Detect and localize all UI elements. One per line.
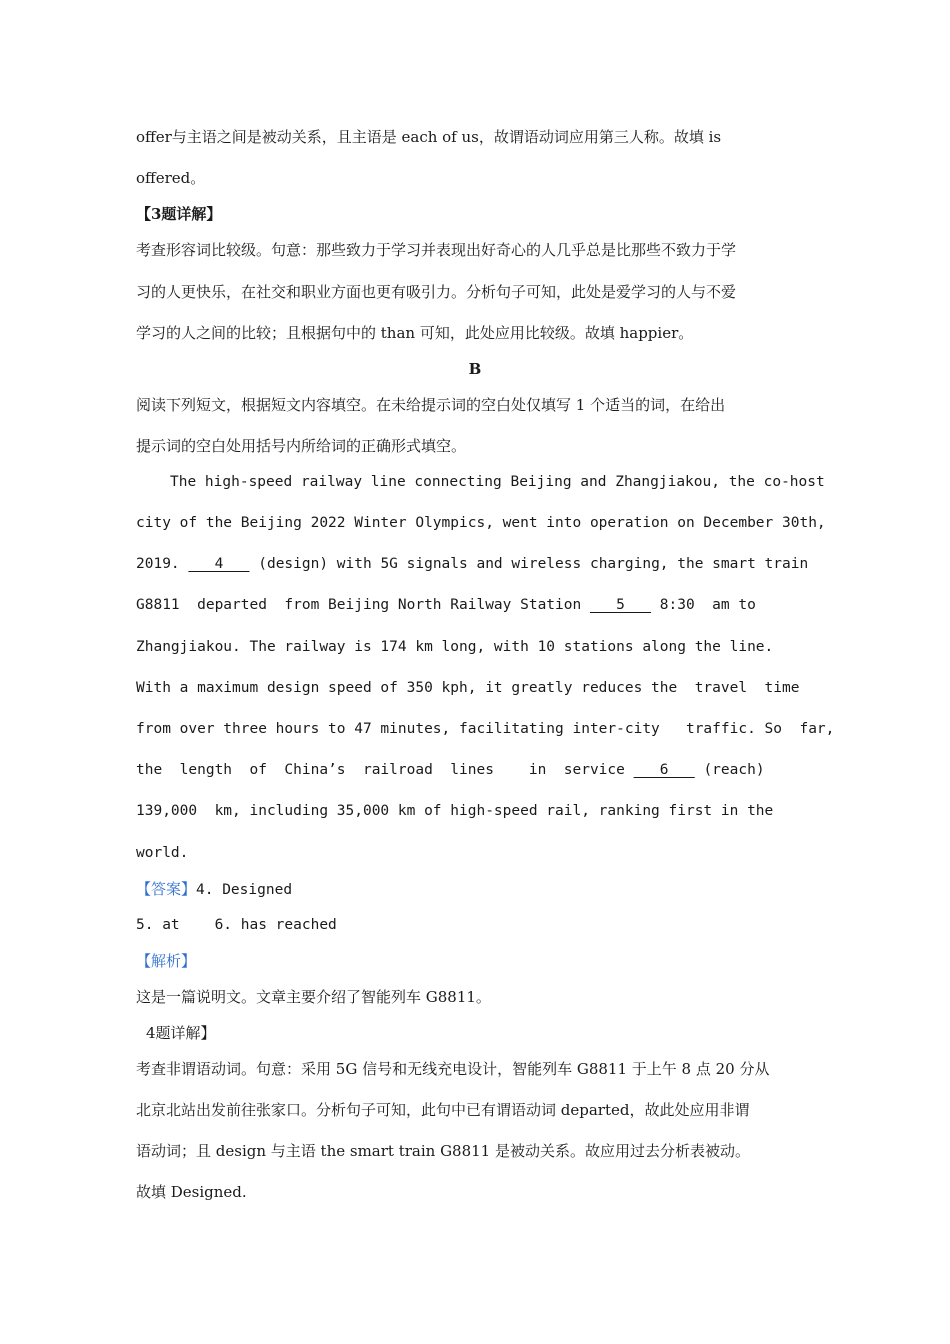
passage-line-4: G8811 departed from Beijing North Railway Station 5 8:30 am to: [136, 597, 756, 613]
passage-line-8: the length of China’s railroad lines in service 6 (reach): [136, 762, 765, 778]
passage-line-2: city of the Beijing 2022 Winter Olympics, went into operation on December 30th,: [136, 515, 826, 531]
blank-6: 6: [633, 762, 695, 778]
q4-line-2: 北京北站出发前往张家口。分析句子可知，此句中已有谓语动词 departed，故此处应用非谓: [136, 1101, 750, 1119]
q3-heading: 【3题详解】: [136, 205, 222, 223]
q3-line-1: 考查形容词比较级。句意：那些致力于学习并表现出好奇心的人几乎总是比那些不致力于学: [136, 241, 737, 259]
instruction-line-2: 提示词的空白处用括号内所给词的正确形式填空。: [136, 437, 467, 455]
instruction-line-1: 阅读下列短文，根据短文内容填空。在未给提示词的空白处仅填写 1 个适当的词，在给出: [136, 396, 726, 414]
blank-4: 4: [188, 556, 250, 572]
section-b-title: B: [468, 360, 482, 378]
q3-line-2: 习的人更快乐，在社交和职业方面也更有吸引力。分析句子可知，此处是爱学习的人与不爱: [136, 283, 737, 301]
q4-line-3: 语动词；且 design 与主语 the smart train G8811 是被动关系。故应用过去分析表被动。: [136, 1142, 750, 1160]
passage-line-10: world.: [136, 845, 189, 861]
q4-line-4: 故填 Designed.: [136, 1183, 247, 1201]
passage-line-7: from over three hours to 47 minutes, facilitating inter-city traffic. So far,: [136, 721, 835, 737]
passage-line-3: 2019. 4 (design) with 5G signals and wireless charging, the smart train: [136, 556, 809, 572]
q3-line-3: 学习的人之间的比较；且根据句中的 than 可知，此处应用比较级。故填 happier。: [136, 324, 694, 342]
analysis-tag: 【解析】: [136, 952, 197, 970]
answer-line-2: 5. at 6. has reached: [136, 917, 337, 933]
answer-line-1: 【答案】4. Designed: [136, 880, 293, 898]
prev-line-2: offered。: [136, 169, 206, 187]
answer-tag: 【答案】: [136, 880, 197, 898]
blank-5: 5: [589, 597, 652, 613]
passage-line-9: 139,000 km, including 35,000 km of high-speed rail, ranking first in the: [136, 803, 774, 819]
q4-heading: 4题详解】: [146, 1024, 216, 1042]
passage-line-5: Zhangjiakou. The railway is 174 km long, with 10 stations along the line.: [136, 639, 774, 655]
q4-line-1: 考查非谓语动词。句意：采用 5G 信号和无线充电设计，智能列车 G8811 于上午 8 点 20 分从: [136, 1060, 770, 1078]
passage-line-1: The high-speed railway line connecting Beijing and Zhangjiakou, the co-host: [170, 474, 825, 490]
passage-line-6: With a maximum design speed of 350 kph, it greatly reduces the travel time: [136, 680, 800, 696]
prev-line-1: offer与主语之间是被动关系，且主语是 each of us，故谓语动词应用第三人称。故填 is: [136, 128, 722, 146]
analysis-summary: 这是一篇说明文。文章主要介绍了智能列车 G8811。: [136, 988, 491, 1006]
